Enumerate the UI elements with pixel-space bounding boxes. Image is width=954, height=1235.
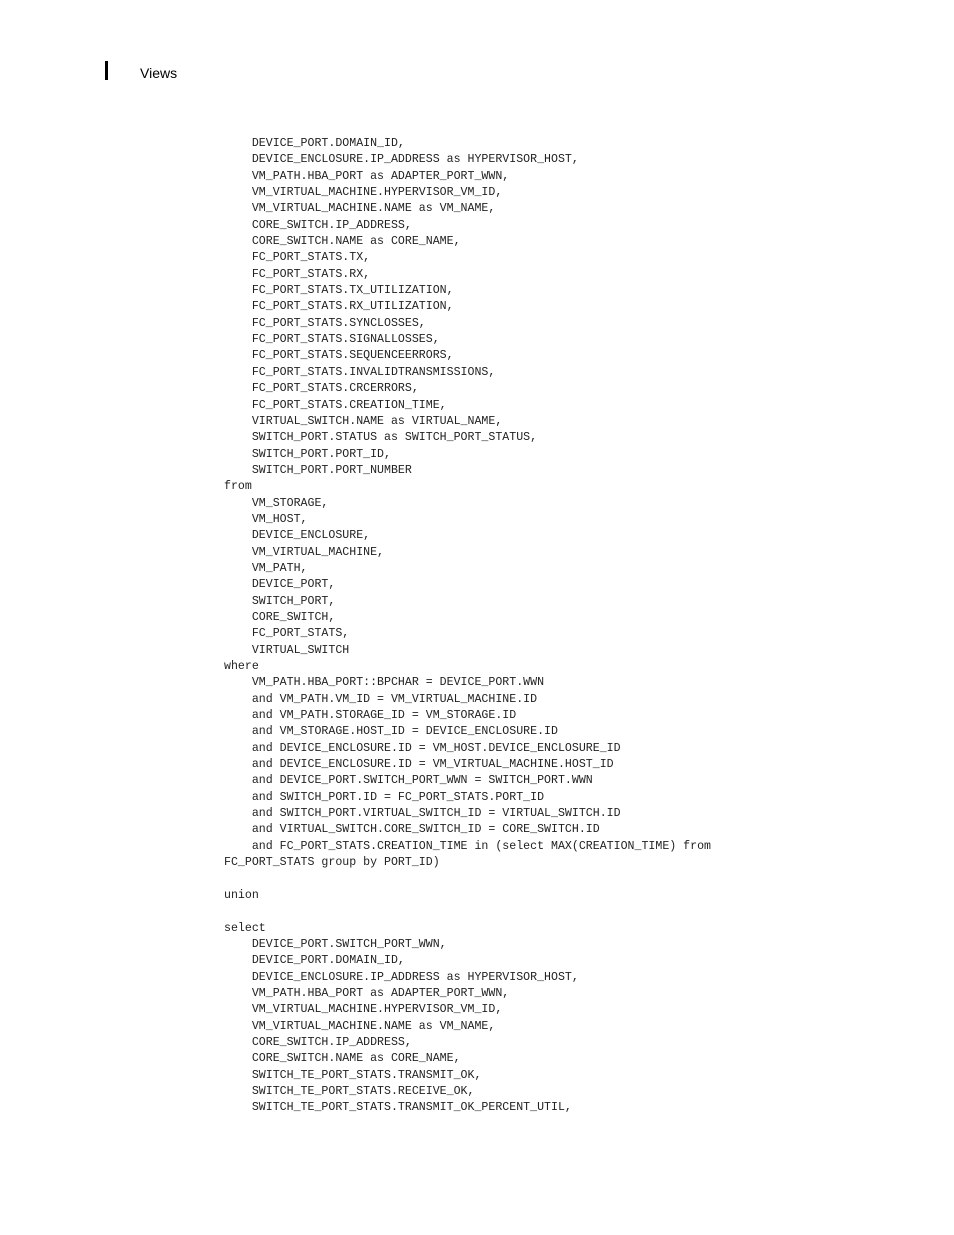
code-line: and DEVICE_PORT.SWITCH_PORT_WWN = SWITCH_PORT.WWN bbox=[224, 774, 593, 788]
code-line: FC_PORT_STATS group by PORT_ID) bbox=[224, 856, 440, 870]
code-line: and VM_PATH.STORAGE_ID = VM_STORAGE.ID bbox=[224, 709, 517, 723]
code-line: FC_PORT_STATS.TX, bbox=[224, 251, 371, 265]
code-line: and FC_PORT_STATS.CREATION_TIME in (select MAX(CREATION_TIME) from bbox=[224, 839, 712, 853]
code-line: FC_PORT_STATS.CRCERRORS, bbox=[224, 382, 419, 396]
code-line bbox=[224, 904, 924, 920]
code-line: SWITCH_TE_PORT_STATS.TRANSMIT_OK, bbox=[224, 1068, 482, 1082]
code-line: and VM_PATH.VM_ID = VM_VIRTUAL_MACHINE.ID bbox=[224, 692, 538, 706]
code-line: VIRTUAL_SWITCH bbox=[224, 643, 350, 657]
code-line: FC_PORT_STATS, bbox=[224, 627, 350, 641]
code-line: and VM_STORAGE.HOST_ID = DEVICE_ENCLOSURE.ID bbox=[224, 725, 558, 739]
code-line: FC_PORT_STATS.SEQUENCEERRORS, bbox=[224, 349, 454, 363]
code-line: and SWITCH_PORT.ID = FC_PORT_STATS.PORT_ID bbox=[224, 790, 545, 804]
code-line: DEVICE_ENCLOSURE.IP_ADDRESS as HYPERVISOR_HOST, bbox=[224, 970, 579, 984]
code-line: VM_PATH, bbox=[224, 561, 308, 575]
code-line: DEVICE_ENCLOSURE.IP_ADDRESS as HYPERVISOR_HOST, bbox=[224, 153, 579, 167]
code-line: FC_PORT_STATS.INVALIDTRANSMISSIONS, bbox=[224, 365, 496, 379]
code-line: VM_PATH.HBA_PORT::BPCHAR = DEVICE_PORT.WWN bbox=[224, 676, 545, 690]
code-line: CORE_SWITCH.NAME as CORE_NAME, bbox=[224, 235, 461, 249]
section-marker-bar bbox=[105, 61, 108, 80]
code-line: DEVICE_ENCLOSURE, bbox=[224, 529, 371, 543]
code-line: and SWITCH_PORT.VIRTUAL_SWITCH_ID = VIRTUAL_SWITCH.ID bbox=[224, 807, 621, 821]
code-line: SWITCH_PORT.PORT_ID, bbox=[224, 447, 391, 461]
code-line: DEVICE_PORT, bbox=[224, 578, 336, 592]
section-title: Views bbox=[140, 65, 178, 81]
code-line: FC_PORT_STATS.SYNCLOSSES, bbox=[224, 316, 426, 330]
code-line: where bbox=[224, 660, 259, 673]
code-line: VM_VIRTUAL_MACHINE.HYPERVISOR_VM_ID, bbox=[224, 1003, 503, 1017]
code-line bbox=[224, 871, 924, 887]
code-line: from bbox=[224, 480, 252, 494]
code-line: FC_PORT_STATS.RX_UTILIZATION, bbox=[224, 300, 454, 314]
code-line: FC_PORT_STATS.SIGNALLOSSES, bbox=[224, 333, 440, 347]
code-line: SWITCH_PORT.PORT_NUMBER bbox=[224, 463, 412, 477]
code-line: VM_STORAGE, bbox=[224, 496, 329, 510]
code-line: SWITCH_TE_PORT_STATS.RECEIVE_OK, bbox=[224, 1084, 475, 1098]
code-line: CORE_SWITCH.IP_ADDRESS, bbox=[224, 218, 412, 232]
code-line: and DEVICE_ENCLOSURE.ID = VM_VIRTUAL_MACHINE.HOST_ID bbox=[224, 758, 614, 772]
code-line: CORE_SWITCH, bbox=[224, 610, 336, 624]
code-line: VM_HOST, bbox=[224, 512, 308, 526]
code-line: FC_PORT_STATS.CREATION_TIME, bbox=[224, 398, 447, 412]
code-line: VM_PATH.HBA_PORT as ADAPTER_PORT_WWN, bbox=[224, 169, 510, 183]
code-line: VM_VIRTUAL_MACHINE, bbox=[224, 545, 385, 559]
code-line: CORE_SWITCH.IP_ADDRESS, bbox=[224, 1035, 412, 1049]
code-line: FC_PORT_STATS.RX, bbox=[224, 267, 371, 281]
code-line: VIRTUAL_SWITCH.NAME as VIRTUAL_NAME, bbox=[224, 414, 503, 428]
code-line: union bbox=[224, 888, 259, 902]
code-line: FC_PORT_STATS.TX_UTILIZATION, bbox=[224, 284, 454, 298]
code-line: DEVICE_PORT.DOMAIN_ID, bbox=[224, 954, 405, 968]
code-line: CORE_SWITCH.NAME as CORE_NAME, bbox=[224, 1052, 461, 1066]
code-line: VM_PATH.HBA_PORT as ADAPTER_PORT_WWN, bbox=[224, 986, 510, 1000]
sql-code-block bbox=[224, 136, 924, 1117]
code-line: and DEVICE_ENCLOSURE.ID = VM_HOST.DEVICE_ENCLOSURE_ID bbox=[224, 741, 621, 755]
code-line: DEVICE_PORT.SWITCH_PORT_WWN, bbox=[224, 937, 447, 951]
code-line: DEVICE_PORT.DOMAIN_ID, bbox=[224, 137, 405, 150]
code-line: SWITCH_PORT, bbox=[224, 594, 336, 608]
code-line: VM_VIRTUAL_MACHINE.NAME as VM_NAME, bbox=[224, 202, 496, 216]
code-line: VM_VIRTUAL_MACHINE.NAME as VM_NAME, bbox=[224, 1019, 496, 1033]
code-line: and VIRTUAL_SWITCH.CORE_SWITCH_ID = CORE_SWITCH.ID bbox=[224, 823, 600, 837]
code-line: VM_VIRTUAL_MACHINE.HYPERVISOR_VM_ID, bbox=[224, 186, 503, 200]
code-line: select bbox=[224, 921, 266, 935]
code-line: SWITCH_TE_PORT_STATS.TRANSMIT_OK_PERCENT_UTIL, bbox=[224, 1101, 572, 1115]
code-line: SWITCH_PORT.STATUS as SWITCH_PORT_STATUS, bbox=[224, 431, 538, 445]
